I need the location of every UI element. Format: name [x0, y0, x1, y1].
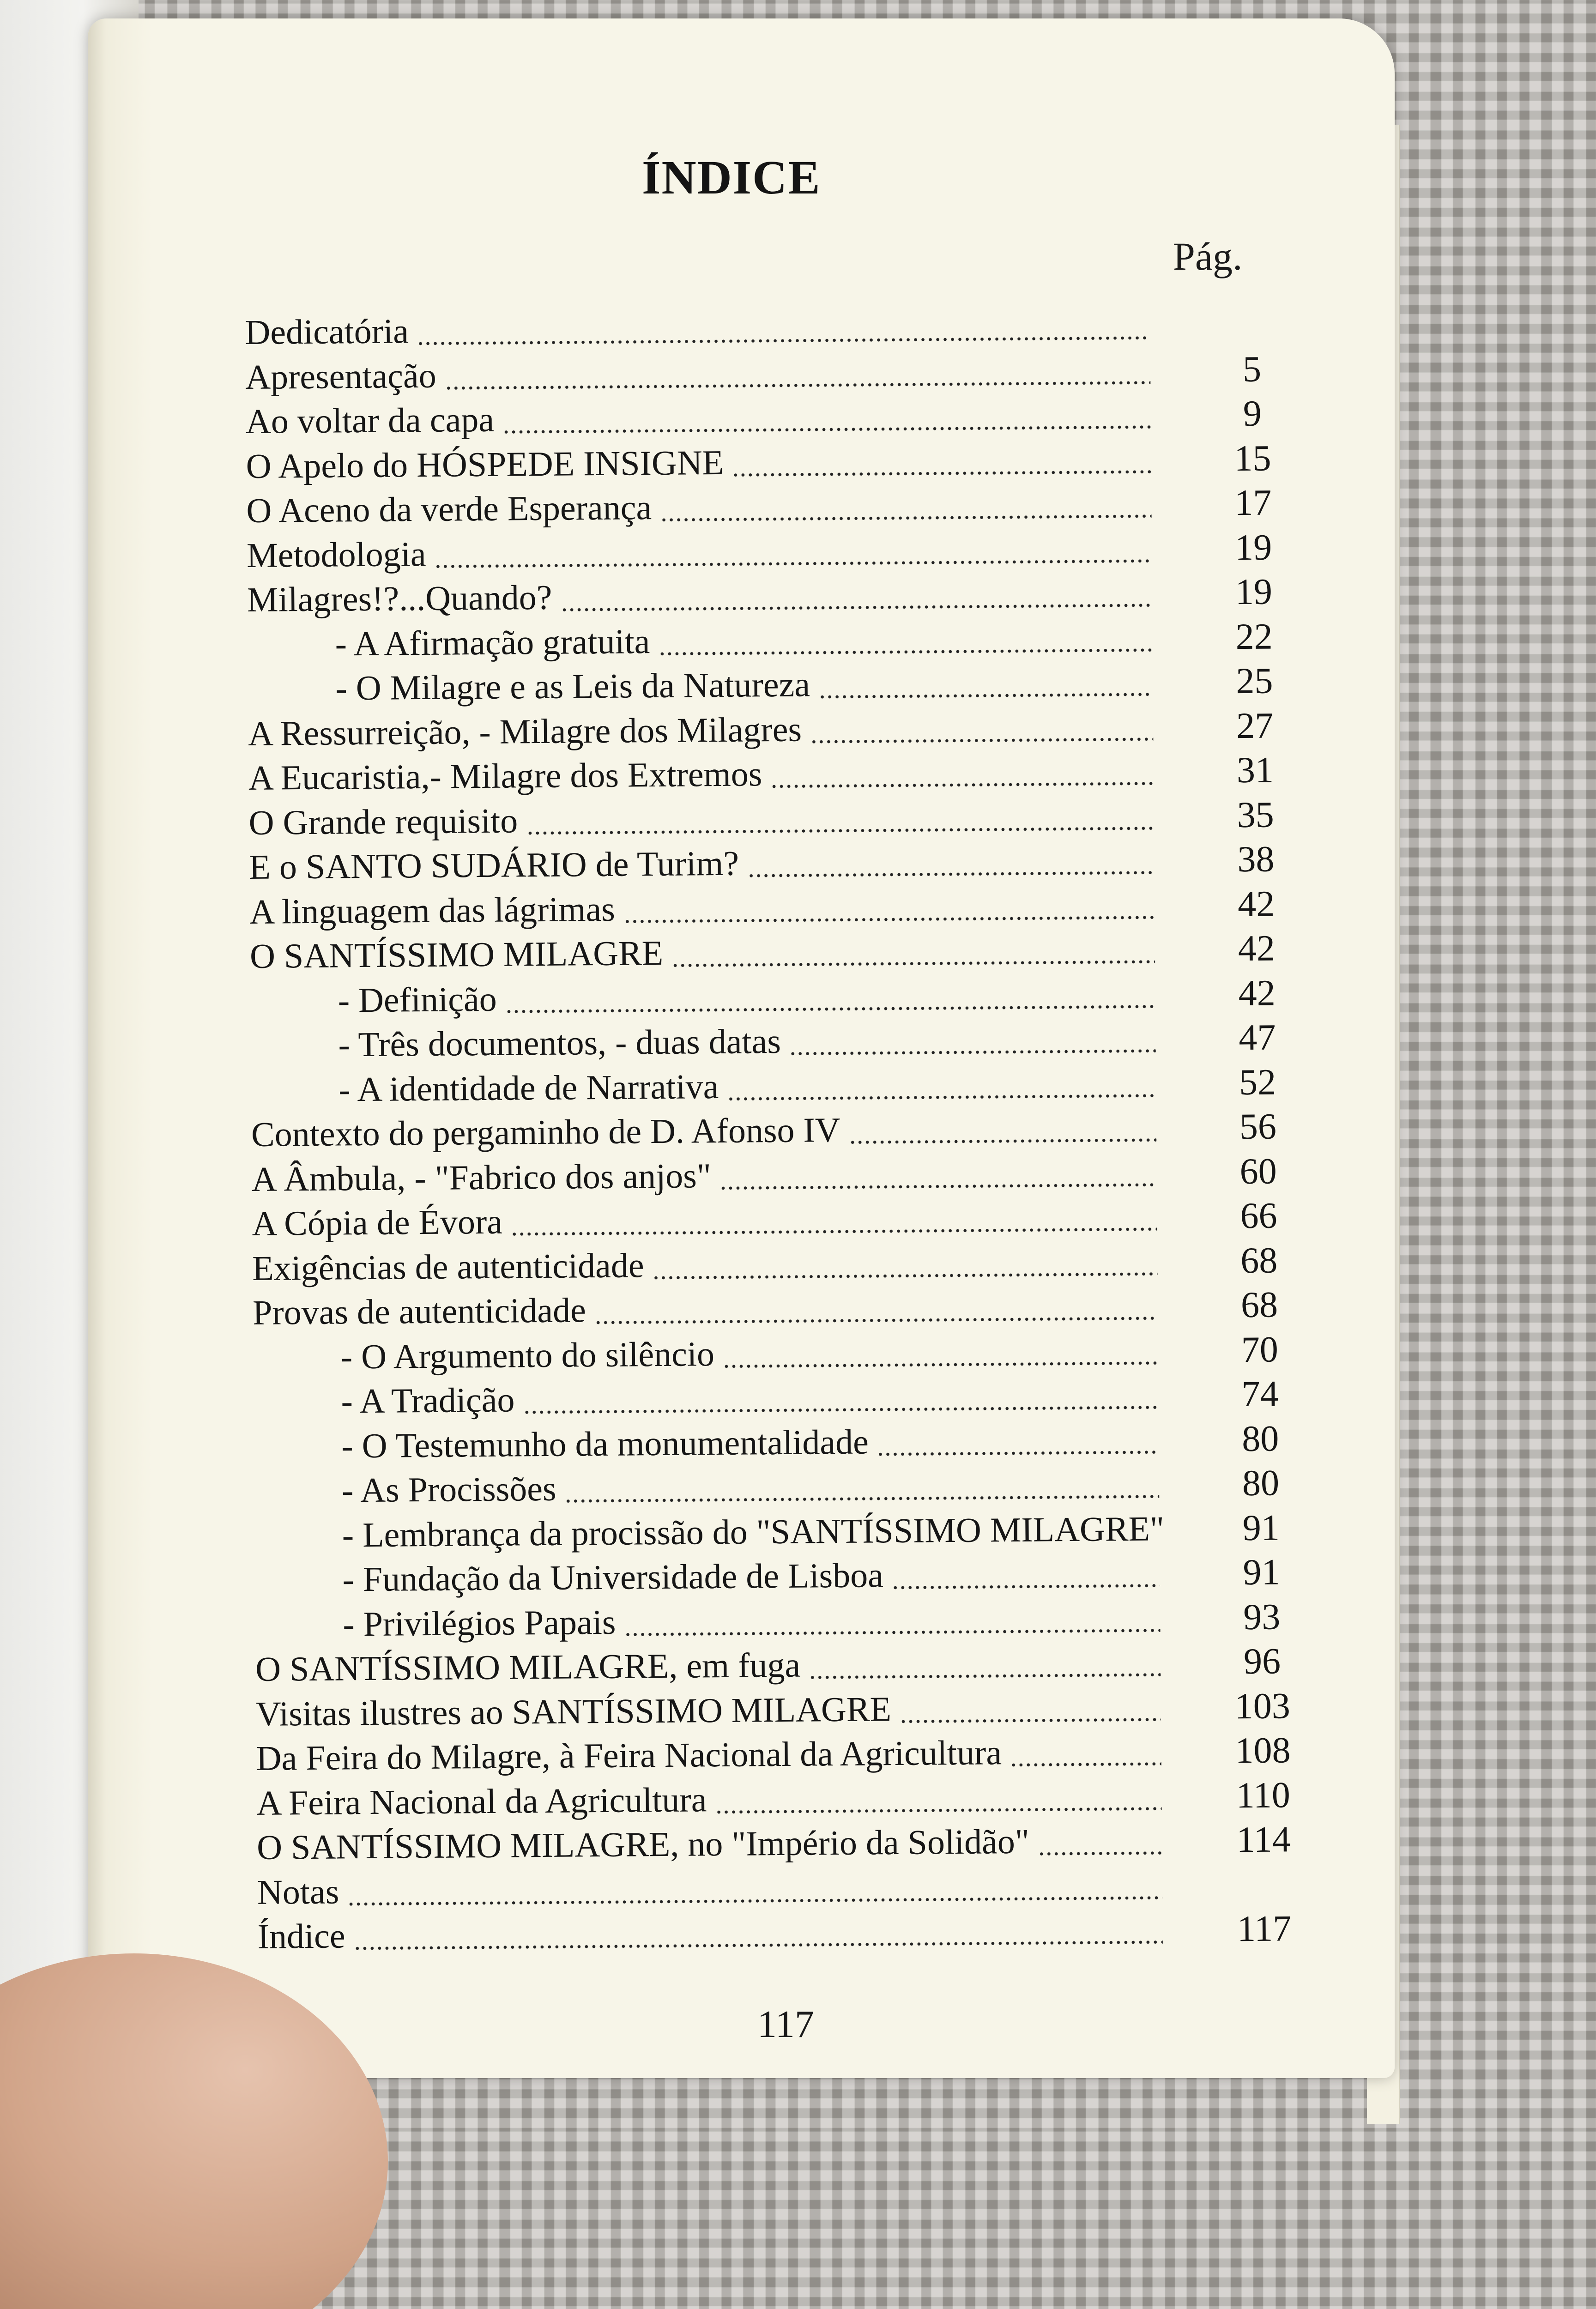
- book-page: [88, 18, 1395, 2078]
- toc-leader-dots: [732, 469, 1151, 477]
- toc-entry-title: Índice: [257, 1916, 345, 1956]
- toc-entry-page: 108: [1235, 1730, 1291, 1771]
- toc-leader-dots: [900, 1717, 1161, 1723]
- toc-leader-dots: [652, 1271, 1157, 1280]
- page-column-label: Pág.: [1173, 234, 1243, 278]
- toc-entry-title: A linguagem das lágrimas: [249, 889, 616, 931]
- toc-entry-title: O Aceno da verde Esperança: [246, 488, 652, 530]
- toc-entry: [257, 1905, 1301, 1960]
- toc-entry-title: - O Milagre e as Leis da Natureza: [335, 665, 810, 708]
- toc-entry-page: 42: [1237, 883, 1275, 925]
- toc-entry-page: 19: [1234, 527, 1272, 568]
- toc-leader-dots: [505, 1004, 1155, 1014]
- toc-entry-title: Exigências de autenticidade: [252, 1245, 644, 1288]
- toc-entry-page: 117: [1237, 1908, 1292, 1950]
- toc-leader-dots: [623, 915, 1155, 924]
- toc-entry-title: Milagres!?...Quando?: [247, 578, 552, 619]
- toc-entry-page: 103: [1234, 1685, 1291, 1727]
- toc-entry-page: 56: [1239, 1106, 1277, 1148]
- toc-entry-page: 114: [1236, 1819, 1291, 1861]
- toc-entry-page: 31: [1236, 750, 1274, 791]
- toc-entry-title: - Definição: [338, 979, 497, 1020]
- toc-entry-title: Visitas ilustres ao SANTÍSSIMO MILAGRE: [255, 1689, 892, 1734]
- toc-entry-page: 80: [1241, 1418, 1279, 1459]
- toc-entry-title: Dedicatória: [245, 312, 409, 352]
- toc-entry-page: 38: [1237, 839, 1275, 880]
- toc-entry-title: - Três documentos, - duas datas: [338, 1022, 781, 1064]
- toc-entry-title: Contexto do pergaminho de D. Afonso IV: [251, 1110, 840, 1154]
- toc-entry-title: - Lembrança da procissão do "SANTÍSSIMO MILAGRE": [342, 1509, 1165, 1554]
- toc-entry-page: 42: [1238, 973, 1276, 1014]
- toc-leader-dots: [1010, 1762, 1161, 1768]
- toc-leader-dots: [564, 1494, 1159, 1504]
- toc-entry-page: 52: [1239, 1062, 1276, 1103]
- toc-leader-dots: [727, 1093, 1156, 1101]
- toc-entry-page: 93: [1243, 1596, 1281, 1638]
- toc-leader-dots: [526, 826, 1154, 835]
- toc-entry-page: 74: [1241, 1373, 1279, 1415]
- toc-entry-title: O SANTÍSSIMO MILAGRE, em fuga: [255, 1645, 801, 1689]
- toc-entry-title: - A identidade de Narrativa: [338, 1067, 719, 1109]
- toc-leader-dots: [1038, 1851, 1162, 1856]
- toc-leader-dots: [715, 1806, 1162, 1814]
- toc-entry-title: - As Procissões: [341, 1469, 556, 1510]
- toc-leader-dots: [748, 870, 1155, 878]
- toc-entry-title: A Cópia de Évora: [252, 1202, 503, 1243]
- toc-entry-page: 27: [1236, 705, 1274, 746]
- toc-entry-page: 42: [1238, 928, 1276, 969]
- toc-leader-dots: [354, 1940, 1163, 1951]
- toc-leader-dots: [671, 960, 1155, 968]
- toc-entry-page: 70: [1241, 1329, 1279, 1370]
- toc-leader-dots: [719, 1182, 1157, 1190]
- toc-entry-page: 68: [1240, 1284, 1278, 1326]
- toc-leader-dots: [523, 1405, 1159, 1415]
- toc-leader-dots: [624, 1628, 1161, 1637]
- toc-entry-title: O Apelo do HÓSPEDE INSIGNE: [246, 443, 724, 486]
- toc-leader-dots: [819, 692, 1153, 700]
- toc-leader-dots: [723, 1360, 1158, 1368]
- table-of-contents: [245, 301, 1292, 1956]
- toc-entry-page: 68: [1240, 1240, 1278, 1281]
- toc-entry-title: O Grande requisito: [248, 801, 518, 842]
- toc-leader-dots: [561, 603, 1152, 612]
- page-number: 117: [757, 2003, 814, 2046]
- toc-entry-page: 5: [1242, 349, 1262, 390]
- toc-entry-page: 17: [1234, 482, 1272, 524]
- toc-leader-dots: [347, 1895, 1162, 1906]
- toc-entry-page: 19: [1235, 571, 1273, 613]
- toc-entry-title: - O Argumento do silêncio: [340, 1334, 715, 1376]
- toc-entry-page: 22: [1235, 616, 1273, 657]
- toc-leader-dots: [511, 1227, 1157, 1237]
- toc-entry-title: - A Tradição: [341, 1380, 515, 1421]
- toc-leader-dots: [789, 1049, 1156, 1056]
- toc-leader-dots: [810, 737, 1153, 744]
- toc-leader-dots: [659, 647, 1153, 656]
- toc-entry-page: 47: [1239, 1017, 1276, 1058]
- toc-leader-dots: [892, 1584, 1160, 1590]
- toc-entry-page: 60: [1239, 1151, 1277, 1192]
- page-title: ÍNDICE: [642, 151, 821, 204]
- toc-entry-title: Apresentação: [245, 356, 437, 397]
- toc-entry-page: 15: [1234, 438, 1271, 479]
- toc-entry-title: Notas: [257, 1872, 339, 1912]
- toc-entry-page: 96: [1243, 1641, 1281, 1682]
- toc-leader-dots: [417, 336, 1150, 346]
- toc-entry-title: Da Feira do Milagre, à Feira Nacional da Agricultura: [256, 1733, 1002, 1778]
- toc-entry-title: E o SANTO SUDÁRIO de Turim?: [249, 844, 739, 887]
- toc-entry-title: Metodologia: [246, 534, 426, 575]
- toc-entry-title: Provas de autenticidade: [252, 1291, 586, 1332]
- toc-leader-dots: [849, 1138, 1156, 1145]
- toc-leader-dots: [660, 514, 1152, 522]
- toc-entry-page: 35: [1237, 794, 1275, 835]
- toc-entry-title: Ao voltar da capa: [245, 400, 495, 441]
- toc-entry-title: O SANTÍSSIMO MILAGRE, no "Império da Solidão": [256, 1822, 1030, 1867]
- toc-entry-page: 80: [1242, 1463, 1280, 1504]
- toc-entry-title: - Fundação da Universidade de Lisboa: [342, 1556, 884, 1599]
- toc-entry-title: A Feira Nacional da Agricultura: [256, 1780, 707, 1823]
- toc-entry-title: A Ressurreição, - Milagre dos Milagres: [248, 710, 802, 753]
- toc-entry-title: O SANTÍSSIMO MILAGRE: [249, 933, 664, 976]
- toc-entry-title: A Âmbula, - "Fabrico dos anjos": [251, 1156, 712, 1199]
- toc-leader-dots: [877, 1450, 1159, 1457]
- toc-entry-page: 91: [1242, 1507, 1280, 1548]
- toc-leader-dots: [809, 1673, 1161, 1680]
- toc-entry-page: 9: [1243, 393, 1262, 435]
- toc-entry-page: 66: [1240, 1195, 1277, 1237]
- toc-entry-title: - O Testemunho da monumentalidade: [341, 1422, 869, 1465]
- toc-entry-page: 25: [1236, 660, 1273, 702]
- toc-leader-dots: [434, 558, 1152, 568]
- toc-leader-dots: [445, 380, 1150, 390]
- toc-entry-page: 91: [1243, 1552, 1280, 1593]
- toc-entry-page: 110: [1236, 1774, 1291, 1816]
- toc-leader-dots: [594, 1316, 1158, 1325]
- toc-leader-dots: [770, 781, 1154, 789]
- toc-leader-dots: [502, 425, 1151, 435]
- toc-entry-title: A Eucaristia,- Milagre dos Extremos: [248, 755, 762, 798]
- toc-entry-title: - Privilégios Papais: [343, 1602, 616, 1644]
- toc-entry-title: - A Afirmação gratuita: [335, 622, 650, 663]
